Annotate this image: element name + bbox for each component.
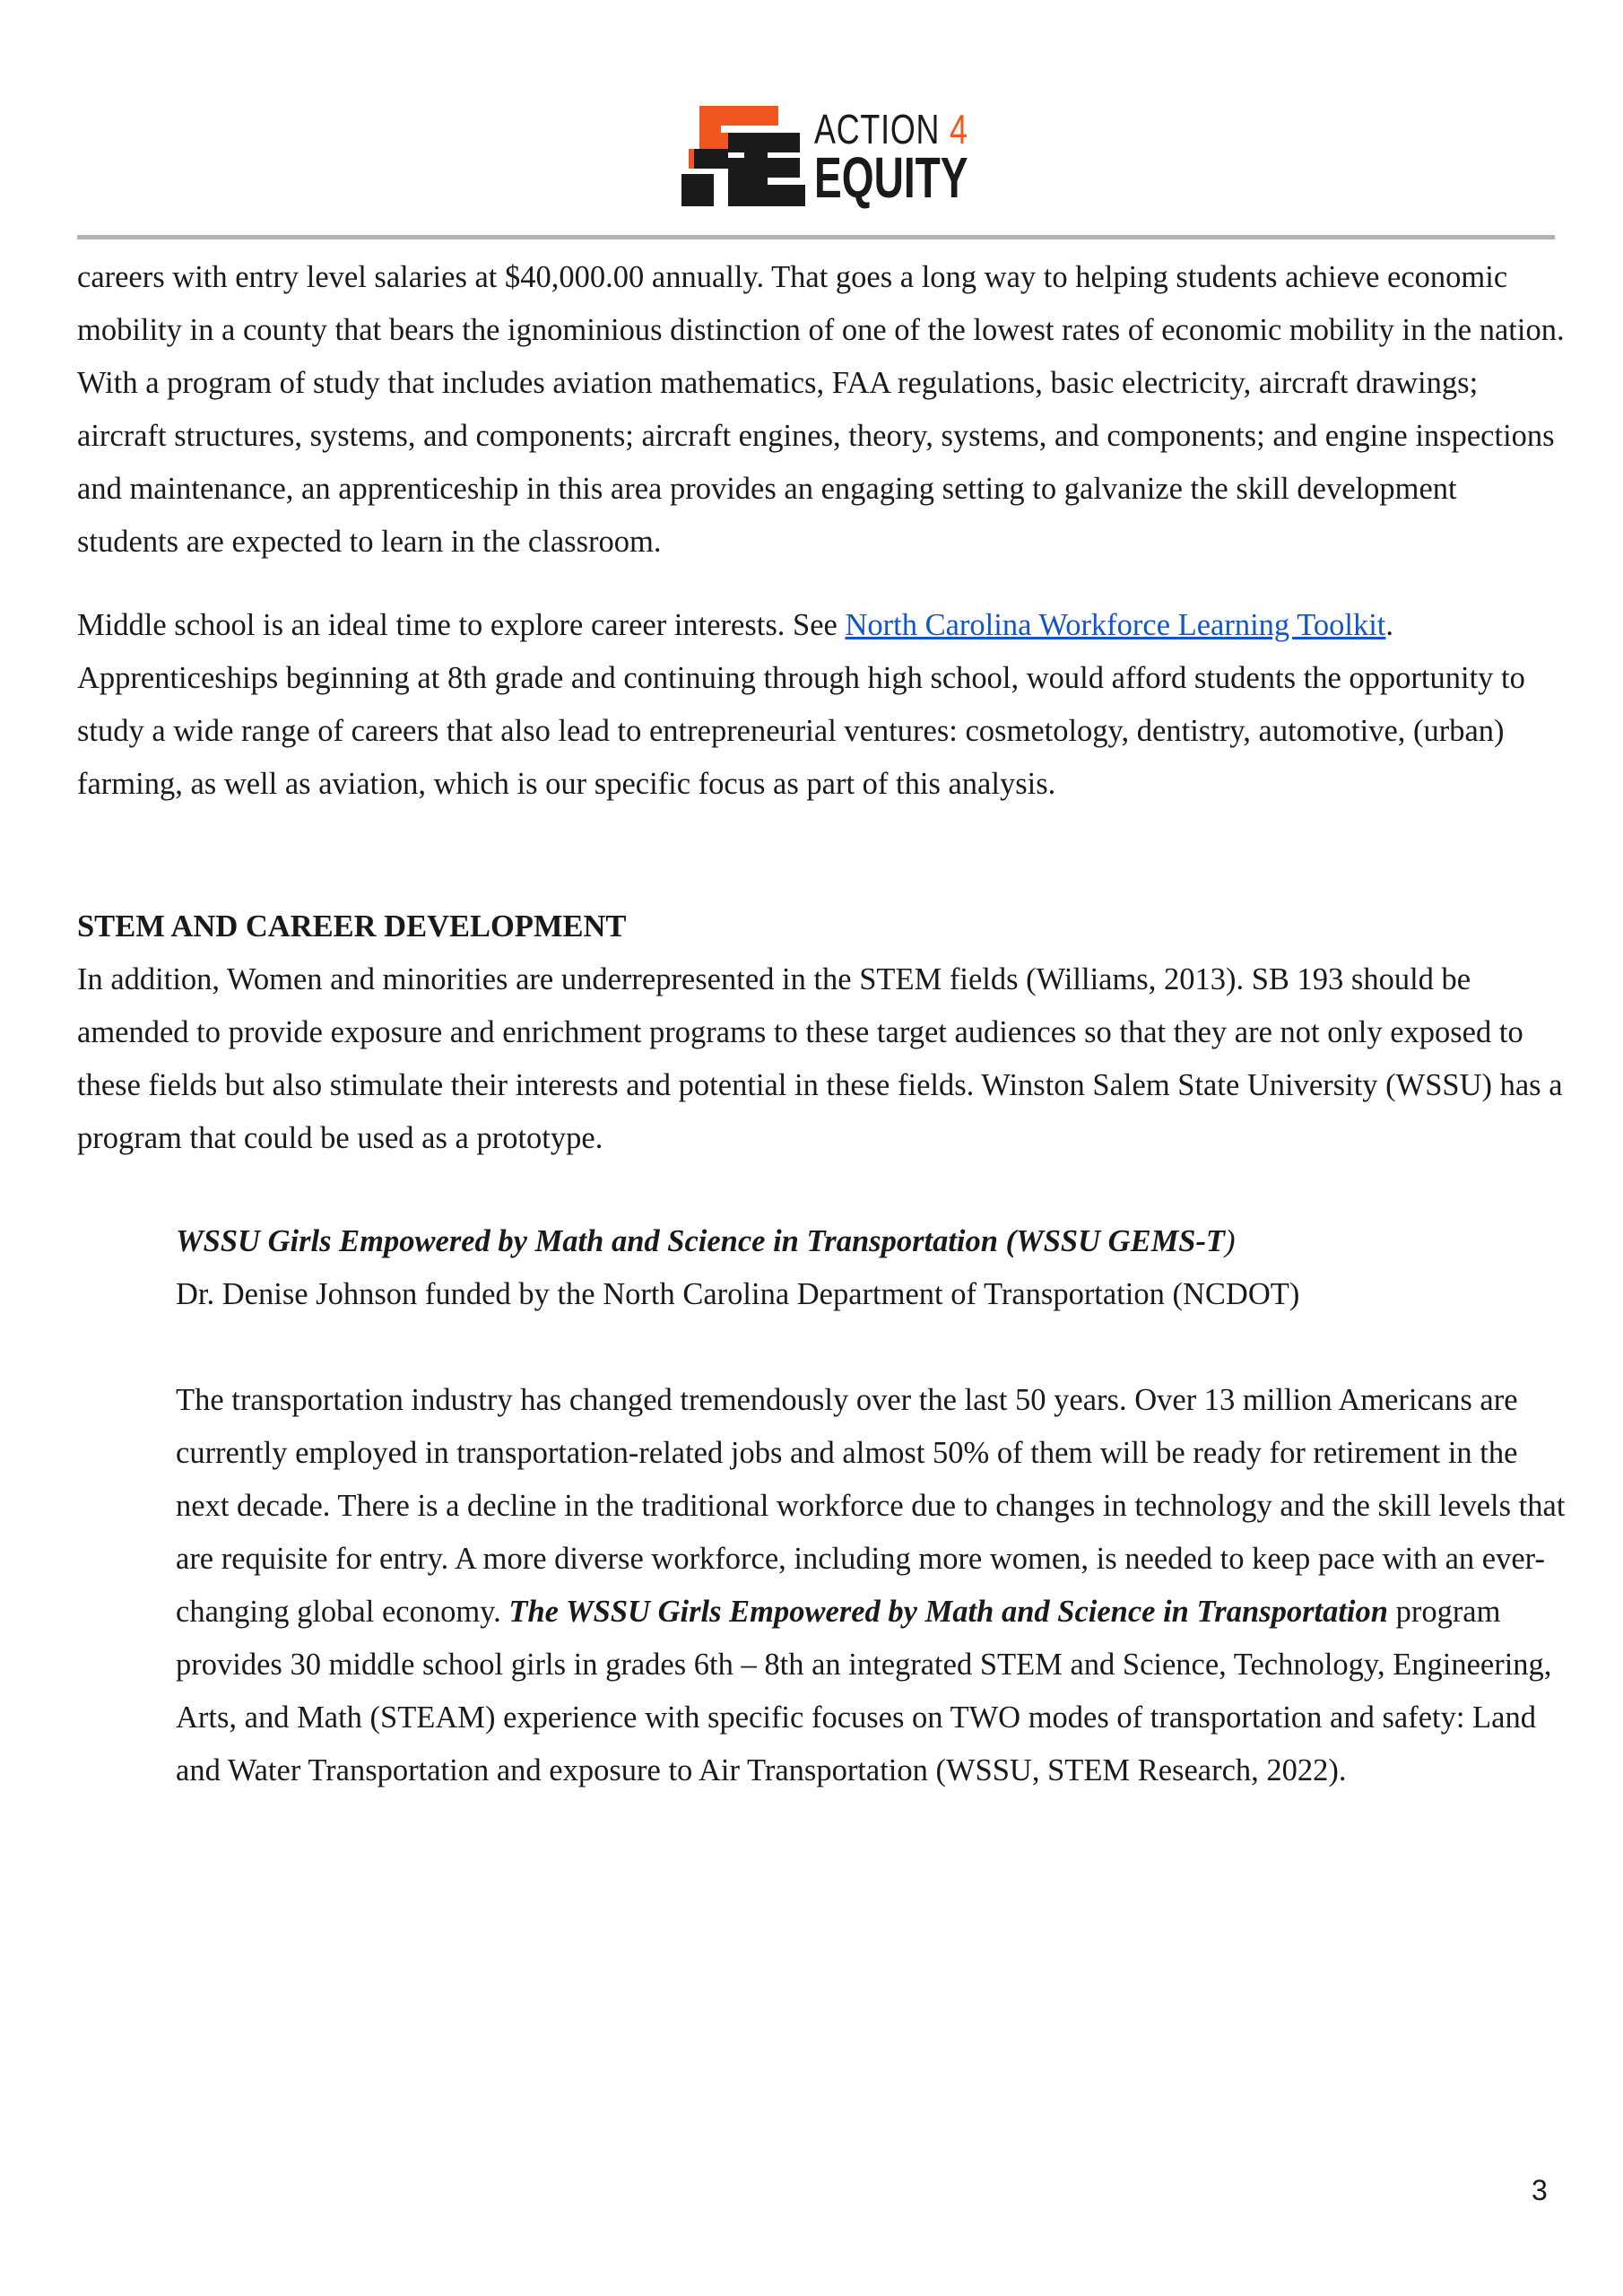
logo-wordmark-top: ACTION 4: [814, 106, 968, 152]
paragraph-text: program provides 30 middle school girls in grades 6th – 8th an integrated STEM and Science, Technology, Engineering, Arts, and Math (STEAM) experience with specific focuses on TWO modes of transportation and safety: Land and Water Transportation and exposure to Air Transportation (WSSU, STEM Research, 2022).: [176, 1595, 1552, 1787]
paragraph-transportation-industry: [176, 1374, 1575, 1797]
program-name-emphasis: The WSSU Girls Empowered by Math and Science in Transportation: [508, 1595, 1388, 1629]
action-4-equity-logo: [681, 106, 968, 210]
paragraph-text: Middle school is an ideal time to explore career interests. See: [77, 608, 846, 642]
paragraph-text: . Apprenticeships beginning at 8th grade and continuing through high school, would afford students the opportunity to study a wide range of careers that also lead to entrepreneurial ventures: cosmetology, dentistry, automotive, (urban) farming, as well as aviation, which is our specific focus as part of this analysis.: [77, 608, 1525, 801]
program-title: WSSU Girls Empowered by Math and Science in Transportation (WSSU GEMS-T): [176, 1224, 1236, 1258]
page-number: 3: [1532, 2174, 1548, 2206]
paragraph-text: The transportation industry has changed tremendously over the last 50 years. Over 13 million Americans are currently employed in transportation-related jobs and almost 50% of them will be ready for retirement in the next decade. There is a decline in the traditional workforce due to changes in technology and the skill levels that are requisite for entry. A more diverse workforce, including more women, is needed to keep pace with an ever-changing global economy.: [176, 1383, 1566, 1629]
paragraph-aviation-careers: careers with entry level salaries at $40,000.00 annually. That goes a long way to helping students achieve economic mobility in a county that bears the ignominious distinction of one of the lowest rates of economic mobility in the nation. With a program of study that includes aviation mathematics, FAA regulations, basic electricity, aircraft drawings; aircraft structures, systems, and components; aircraft engines, theory, systems, and components; and engine inspections and maintenance, an apprenticeship in this area provides an engaging setting to galvanize the skill development students are expected to learn in the classroom.: [77, 260, 1565, 559]
logo-wordmark-bottom: EQUITY: [814, 145, 968, 210]
program-funding-line: Dr. Denise Johnson funded by the North Carolina Department of Transportation (NCDOT): [176, 1277, 1300, 1311]
logo-mark-icon: [681, 106, 807, 206]
workforce-toolkit-link[interactable]: North Carolina Workforce Learning Toolkit: [845, 608, 1386, 642]
section-heading: STEM AND CAREER DEVELOPMENT: [77, 909, 627, 944]
header-divider: [77, 235, 1555, 239]
paragraph-stem-underrepresentation: In addition, Women and minorities are underrepresented in the STEM fields (Williams, 2013). SB 193 should be amended to provide exposure and enrichment programs to these target audiences so that they are not only exposed to these fields but also stimulate their interests and potential in these fields. Winston Salem State University (WSSU) has a program that could be used as a prototype.: [77, 962, 1563, 1155]
paragraph-middle-school: [77, 599, 1566, 811]
